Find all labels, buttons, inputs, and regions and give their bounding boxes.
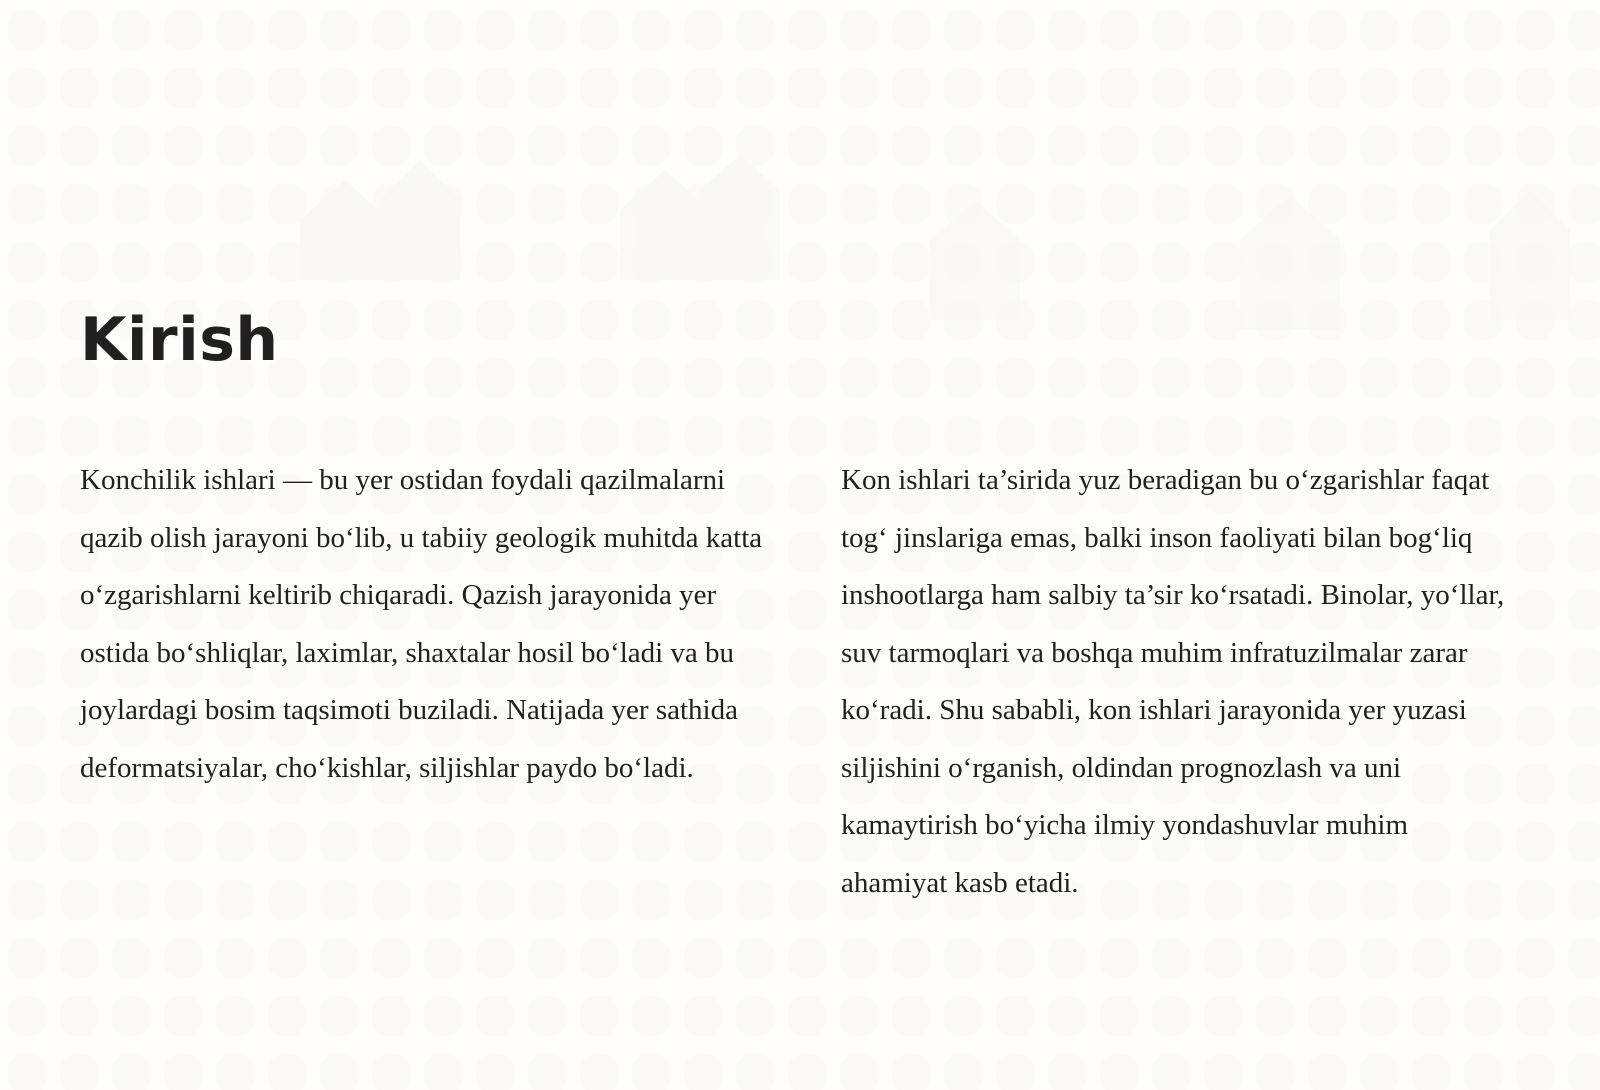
left-paragraph: Konchilik ishlari — bu yer ostidan foydali qazilmalarni qazib olish jarayoni bo‘lib, u tabiiy geologik muhitda katta o‘zgarishlarni keltirib chiqaradi. Qazish jarayonida yer ostida bo‘shliqlar, laximlar, shaxtalar hosil bo‘ladi va bu joylardagi bosim taqsimoti buziladi. Natijada yer sathida deformatsiyalar, cho‘kishlar, siljishlar paydo bo‘ladi. [80,464,763,784]
slide-title: Kirish [80,305,279,375]
right-paragraph: Kon ishlari ta’sirida yuz beradigan bu o‘zgarishlar faqat tog‘ jinslariga emas, balki inson faoliyati bilan bog‘liq inshootlarga ham salbiy ta’sir ko‘rsatadi. Binolar, yo‘llar, suv tarmoqlari va boshqa muhim infratuzilmalar zarar ko‘radi. Shu sababli, kon ishlari jarayonida yer yuzasi siljishini o‘rganish, oldindan prognozlash va uni kamaytirish bo‘yicha ilmiy yondashuvlar muhim ahamiyat kasb etadi. [841,464,1505,899]
